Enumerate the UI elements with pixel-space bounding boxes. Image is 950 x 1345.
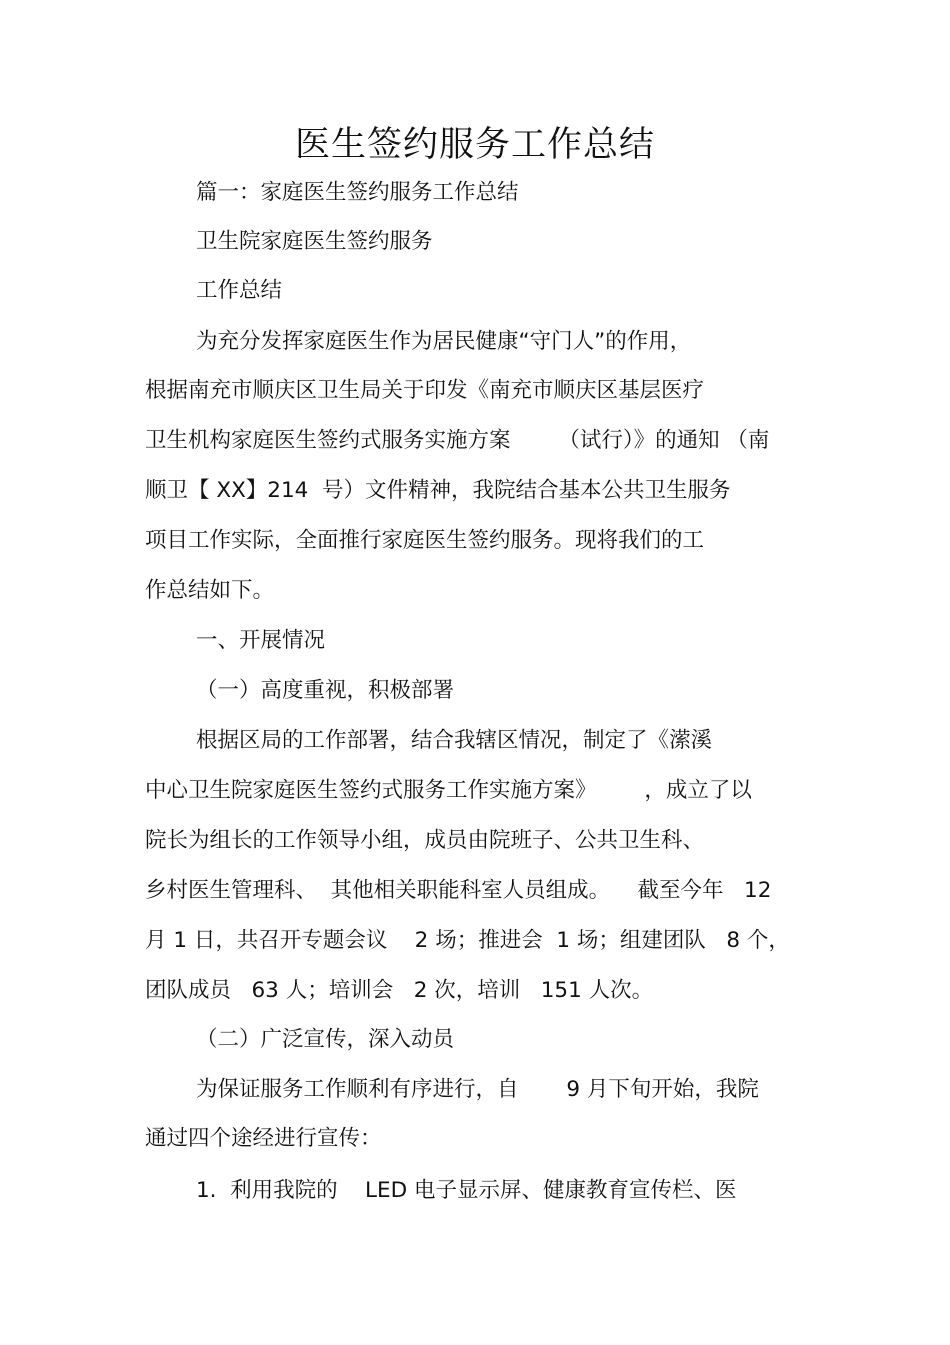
paragraph-line: 中心卫生院家庭医生签约式服务工作实施方案》 ，成立了以 bbox=[145, 778, 752, 803]
paragraph-line: 通过四个途经进行宣传： bbox=[145, 1126, 382, 1151]
paragraph-line: 项目工作实际，全面推行家庭医生签约服务。现将我们的工 bbox=[145, 528, 705, 553]
paragraph-line: 乡村医生管理科、 其他相关职能科室人员组成。 截至今年 12 bbox=[145, 878, 772, 903]
paragraph-line: 顺卫【 XX】214 号）文件精神，我院结合基本公共卫生服务 bbox=[145, 478, 731, 503]
paragraph-line: 根据区局的工作部署，结合我辖区情况，制定了《潆溪 bbox=[196, 728, 713, 753]
text-line: 卫生院家庭医生签约服务 bbox=[196, 229, 433, 254]
paragraph-line: 作总结如下。 bbox=[145, 578, 275, 603]
paragraph-line: 院长为组长的工作领导小组，成员由院班子、公共卫生科、 bbox=[145, 828, 705, 853]
paragraph-line: 根据南充市顺庆区卫生局关于印发《南充市顺庆区基层医疗 bbox=[145, 378, 705, 403]
subsection-heading: （一）高度重视，积极部署 bbox=[196, 678, 455, 703]
section-heading: 篇一：家庭医生签约服务工作总结 bbox=[196, 180, 519, 205]
text-line: 工作总结 bbox=[196, 278, 283, 303]
section-heading: 一、开展情况 bbox=[196, 628, 326, 653]
document-title: 医生签约服务工作总结 bbox=[294, 125, 655, 165]
paragraph-line: 为充分发挥家庭医生作为居民健康“守门人”的作用， bbox=[196, 329, 692, 354]
paragraph-line: 为保证服务工作顺利有序进行，自 9 月下旬开始，我院 bbox=[196, 1077, 759, 1102]
subsection-heading: （二）广泛宣传，深入动员 bbox=[196, 1027, 455, 1052]
list-item: 1. 利用我院的 LED 电子显示屏、健康教育宣传栏、医 bbox=[196, 1178, 737, 1203]
paragraph-line: 团队成员 63 人；培训会 2 次，培训 151 人次。 bbox=[145, 978, 654, 1003]
paragraph-line: 卫生机构家庭医生签约式服务实施方案 （试行）》的通知 （南 bbox=[145, 428, 770, 453]
paragraph-line: 月 1 日，共召开专题会议 2 场；推进会 1 场；组建团队 8 个， bbox=[145, 928, 790, 953]
